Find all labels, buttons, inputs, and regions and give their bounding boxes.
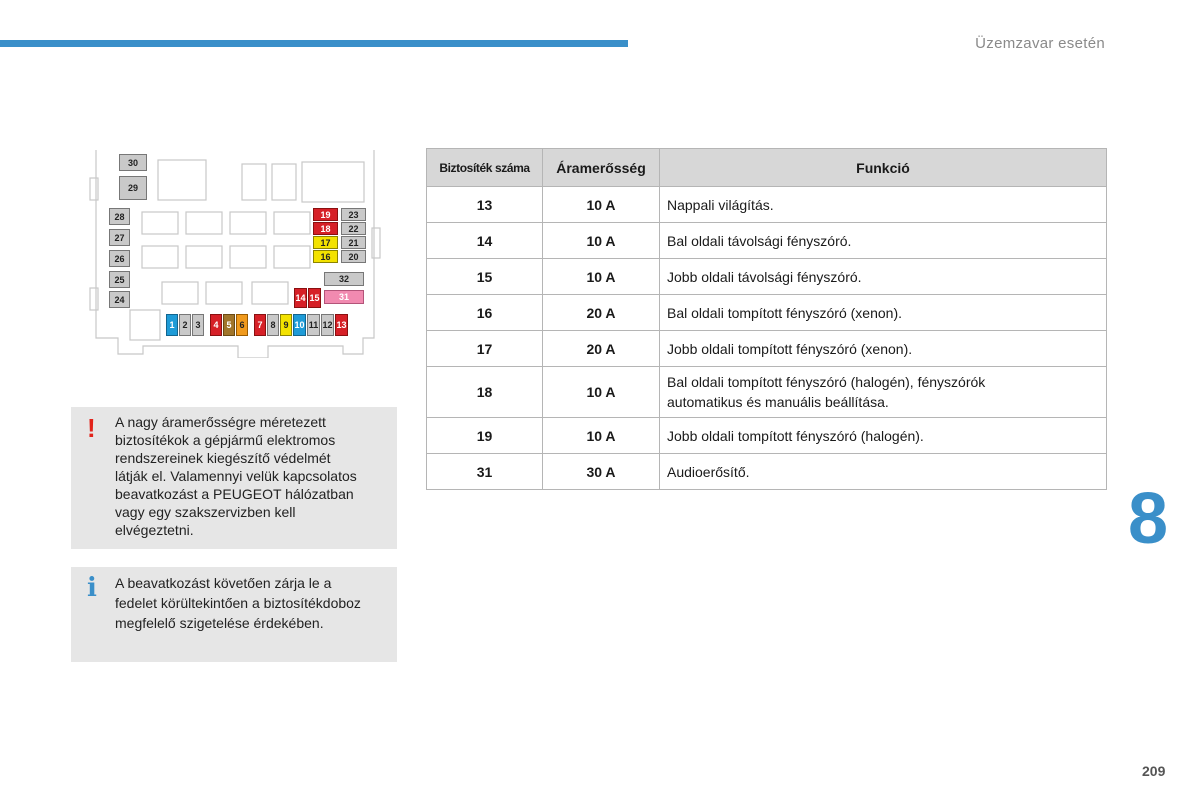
function-line: Audioerősítő. <box>667 463 750 480</box>
chapter-number: 8 <box>1128 479 1169 559</box>
fuse-24: 24 <box>109 291 130 308</box>
fuse-20: 20 <box>341 250 366 263</box>
fuse-9: 9 <box>280 314 292 336</box>
function-cell <box>660 259 1107 295</box>
fuse-number-cell: 18 <box>427 367 543 418</box>
function-line: Jobb oldali tompított fényszóró (xenon). <box>667 340 913 357</box>
function-line: Jobb oldali távolsági fényszóró. <box>667 268 862 285</box>
warning-line: vagy egy szakszervizben kell <box>115 504 296 520</box>
table-row <box>427 223 1107 259</box>
fuse-26: 26 <box>109 250 130 267</box>
fuse-10: 10 <box>293 314 306 336</box>
warning-line: beavatkozást a PEUGEOT hálózatban <box>115 486 354 502</box>
table-row <box>427 295 1107 331</box>
fuse-3: 3 <box>192 314 204 336</box>
warning-line: elvégeztetni. <box>115 522 194 538</box>
fuse-28: 28 <box>109 208 130 225</box>
function-cell <box>660 187 1107 223</box>
fuse-table <box>426 148 1107 490</box>
table-row <box>427 331 1107 367</box>
info-note <box>71 567 397 662</box>
amperage-cell: 20 A <box>543 295 660 331</box>
fuse-19: 19 <box>313 208 338 221</box>
fuse-6: 6 <box>236 314 248 336</box>
amperage-cell: 10 A <box>543 223 660 259</box>
fuse-number-cell: 16 <box>427 295 543 331</box>
function-line: Jobb oldali tompított fényszóró (halogén). <box>667 427 924 444</box>
column-header-fuse-number: Biztosíték száma <box>427 149 543 187</box>
warning-note-text <box>115 413 387 539</box>
fuse-15: 15 <box>308 288 321 308</box>
fuse-2: 2 <box>179 314 191 336</box>
info-line: A beavatkozást követően zárja le a <box>115 575 332 591</box>
fuse-18: 18 <box>313 222 338 235</box>
warning-icon: ! <box>87 413 96 443</box>
function-cell <box>660 295 1107 331</box>
fuse-5: 5 <box>223 314 235 336</box>
table-row <box>427 418 1107 454</box>
page-number: 209 <box>1142 763 1166 779</box>
fuse-32: 32 <box>324 272 364 286</box>
info-icon: i <box>87 573 97 603</box>
fuse-box-diagram <box>88 148 388 358</box>
fuse-12: 12 <box>321 314 334 336</box>
fuse-number-cell: 19 <box>427 418 543 454</box>
amperage-cell: 10 A <box>543 259 660 295</box>
fuse-30: 30 <box>119 154 147 171</box>
function-line: Bal oldali távolsági fényszóró. <box>667 232 852 249</box>
function-cell <box>660 454 1107 490</box>
warning-line: rendszereinek kiegészítő védelmét <box>115 450 331 466</box>
fuse-17: 17 <box>313 236 338 249</box>
info-line: fedelet körültekintően a biztosítékdoboz <box>115 595 361 611</box>
fuse-16: 16 <box>313 250 338 263</box>
fuse-number-cell: 17 <box>427 331 543 367</box>
column-header-amperage: Áramerősség <box>543 149 660 187</box>
amperage-cell: 20 A <box>543 331 660 367</box>
fuse-27: 27 <box>109 229 130 246</box>
fuse-22: 22 <box>341 222 366 235</box>
info-note-text <box>115 573 387 633</box>
column-header-function: Funkció <box>660 149 1107 187</box>
function-cell <box>660 223 1107 259</box>
function-cell <box>660 418 1107 454</box>
info-line: megfelelő szigetelése érdekében. <box>115 615 324 631</box>
amperage-cell: 10 A <box>543 187 660 223</box>
section-title: Üzemzavar esetén <box>975 35 1105 52</box>
table-header-row <box>427 149 1107 187</box>
fuse-25: 25 <box>109 271 130 288</box>
fuse-4: 4 <box>210 314 222 336</box>
fuse-number-cell: 15 <box>427 259 543 295</box>
function-line: Bal oldali tompított fényszóró (halogén), fényszórók <box>667 374 986 390</box>
fuse-1: 1 <box>166 314 178 336</box>
fuse-number-cell: 14 <box>427 223 543 259</box>
warning-line: A nagy áramerősségre méretezett <box>115 414 326 430</box>
table-row <box>427 187 1107 223</box>
function-cell <box>660 331 1107 367</box>
fuse-21: 21 <box>341 236 366 249</box>
function-line: Nappali világítás. <box>667 196 774 213</box>
fuse-11: 11 <box>307 314 320 336</box>
fuse-14: 14 <box>294 288 307 308</box>
fuse-23: 23 <box>341 208 366 221</box>
warning-line: biztosítékok a gépjármű elektromos <box>115 432 336 448</box>
table-row <box>427 454 1107 490</box>
fuse-8: 8 <box>267 314 279 336</box>
amperage-cell: 30 A <box>543 454 660 490</box>
function-line: Bal oldali tompított fényszóró (xenon). <box>667 304 903 321</box>
fuse-7: 7 <box>254 314 266 336</box>
function-cell <box>660 367 1107 418</box>
amperage-cell: 10 A <box>543 418 660 454</box>
fuse-13: 13 <box>335 314 348 336</box>
table-row <box>427 259 1107 295</box>
warning-note <box>71 407 397 549</box>
fuse-31: 31 <box>324 290 364 304</box>
fuse-number-cell: 13 <box>427 187 543 223</box>
amperage-cell: 10 A <box>543 367 660 418</box>
table-row <box>427 367 1107 418</box>
function-line: automatikus és manuális beállítása. <box>667 394 889 410</box>
fuse-number-cell: 31 <box>427 454 543 490</box>
fuse-29: 29 <box>119 176 147 200</box>
warning-line: látják el. Valamennyi velük kapcsolatos <box>115 468 357 484</box>
header-accent-bar <box>0 40 628 47</box>
